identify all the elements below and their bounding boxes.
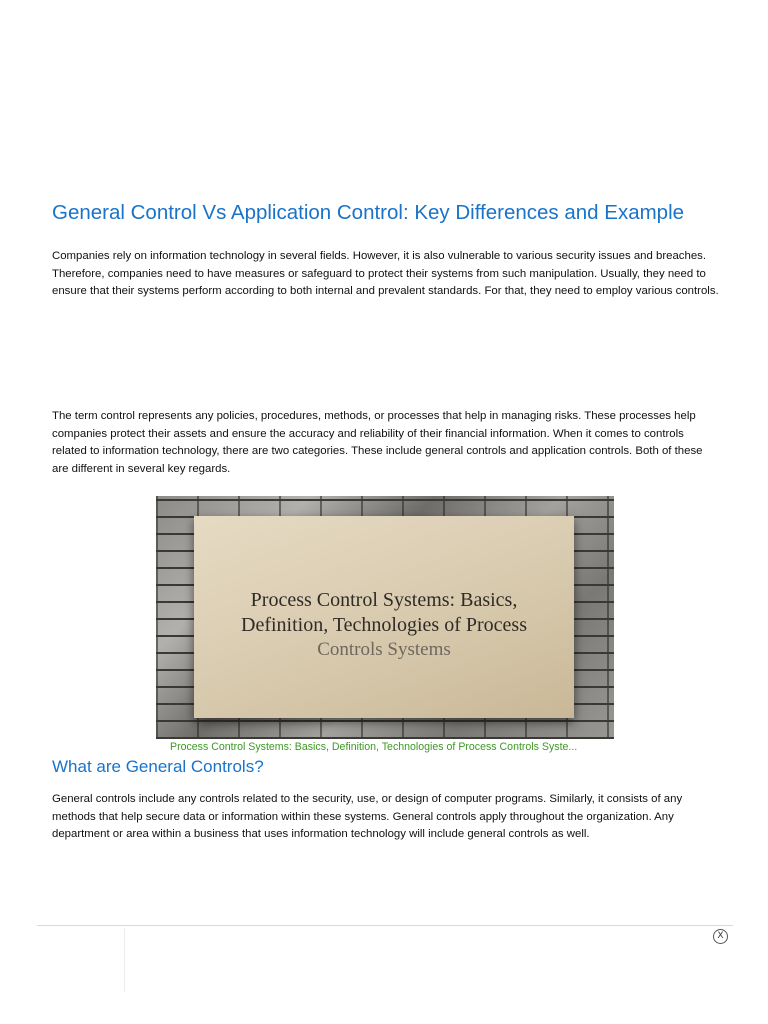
control-definition-paragraph: The term control represents any policies, procedures, methods, or processes that help in managing risks. These processes help companies protect their assets and ensure the accuracy and reliability of their financial information. When it comes to controls related to information technology, there are two categories. These include general controls and application controls. Both of these are different in several key regards. — [52, 410, 703, 475]
plaque-line-1: Process Control Systems: Basics, — [250, 589, 518, 611]
video-title-plaque — [194, 516, 574, 718]
general-controls-paragraph: General controls include any controls related to the security, use, or design of computer programs. Similarly, it consists of any methods that help secure data or information within these systems. General controls apply throughout the organization. Any department or area within a business that uses information technology will include general controls as well. — [52, 793, 683, 840]
ad-slot-divider — [124, 928, 125, 992]
video-caption-link[interactable]: Process Control Systems: Basics, Definition, Technologies of Process Controls Syste... — [170, 741, 578, 753]
ad-banner-divider — [37, 925, 733, 926]
plaque-line-3: Controls Systems — [317, 639, 451, 660]
plaque-line-2: Definition, Technologies of Process — [241, 614, 527, 636]
video-thumbnail[interactable] — [156, 496, 614, 739]
ad-close-button[interactable] — [713, 929, 728, 944]
intro-paragraph: Companies rely on information technology in several fields. However, it is also vulnerable to various security issues and breaches. Therefore, companies need to have measures or safeguard to protect their systems from such manipulation. Usually, they need to ensure that their systems perform according to both internal and prevalent standards. For that, they need to employ various controls. — [52, 250, 719, 297]
close-icon: X — [717, 931, 724, 941]
section-heading-general-controls: What are General Controls? — [52, 757, 264, 776]
article-title: General Control Vs Application Control: Key Differences and Example — [52, 201, 685, 224]
